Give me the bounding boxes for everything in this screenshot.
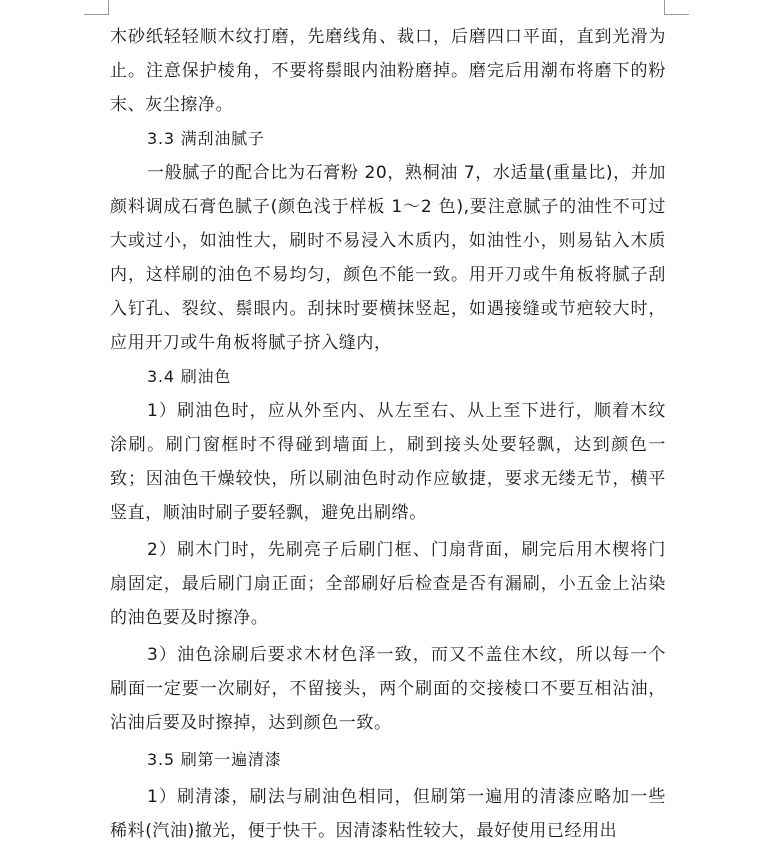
paragraph-oil-color-3: 3）油色涂刷后要求木材色泽一致，而又不盖住木纹，所以每一个刷面一定要一次刷好，不留接头，两个刷面的交接棱口不要互相沾油，沾油后要及时擦掉，达到颜色一致。 bbox=[110, 645, 666, 733]
paragraph-oil-color-1: 1）刷油色时，应从外至内、从左至右、从上至下进行，顺着木纹涂刷。刷门窗框时不得碰到墙面上，刷到接头处要轻飘，达到颜色一致；因油色干燥较快，所以刷油色时动作应敏捷，要求无缕无节，横平竖直，顺油时刷子要轻飘，避免出刷绺。 bbox=[110, 401, 666, 523]
paragraph-varnish-1: 1）刷清漆，刷法与刷油色相同，但刷第一遍用的清漆应略加一些稀料(汽油)撤光，便于快干。因清漆粘性较大，最好使用已经用出 bbox=[110, 787, 666, 841]
paragraph-sanding: 木砂纸轻轻顺木纹打磨，先磨线角、裁口，后磨四口平面，直到光滑为止。注意保护棱角，不要将鬃眼内油粉磨掉。磨完后用潮布将磨下的粉末、灰尘擦净。 bbox=[110, 27, 666, 115]
paragraph-oil-color-2: 2）刷木门时，先刷亮子后刷门框、门扇背面，刷完后用木楔将门扇固定，最后刷门扇正面；全部刷好后检查是否有漏刷，小五金上沾染的油色要及时擦净。 bbox=[110, 540, 666, 628]
section-heading-3-3: 3.3 满刮油腻子 bbox=[147, 129, 265, 148]
paragraph-putty: 一般腻子的配合比为石膏粉 20，熟桐油 7，水适量(重量比)，并加颜料调成石膏色腻子(颜色浅于样板 1～2 色),要注意腻子的油性不可过大或过小，如油性大，刷时不易浸入木质内，如油性小，则易钻入木质内，这样刷的油色不易均匀，颜色不能一致。用开刀或牛角板将腻子刮入钉孔、裂纹、鬃眼内。刮抹时要横抹竖起，如遇接缝或节疤较大时，应用开刀或牛角板将腻子挤入缝内， bbox=[110, 163, 666, 353]
section-heading-3-4: 3.4 刷油色 bbox=[147, 367, 232, 386]
document-body bbox=[110, 20, 666, 848]
crop-mark-top-right bbox=[664, 0, 689, 15]
crop-mark-top-left bbox=[84, 0, 109, 15]
section-heading-3-5: 3.5 刷第一遍清漆 bbox=[147, 750, 282, 769]
